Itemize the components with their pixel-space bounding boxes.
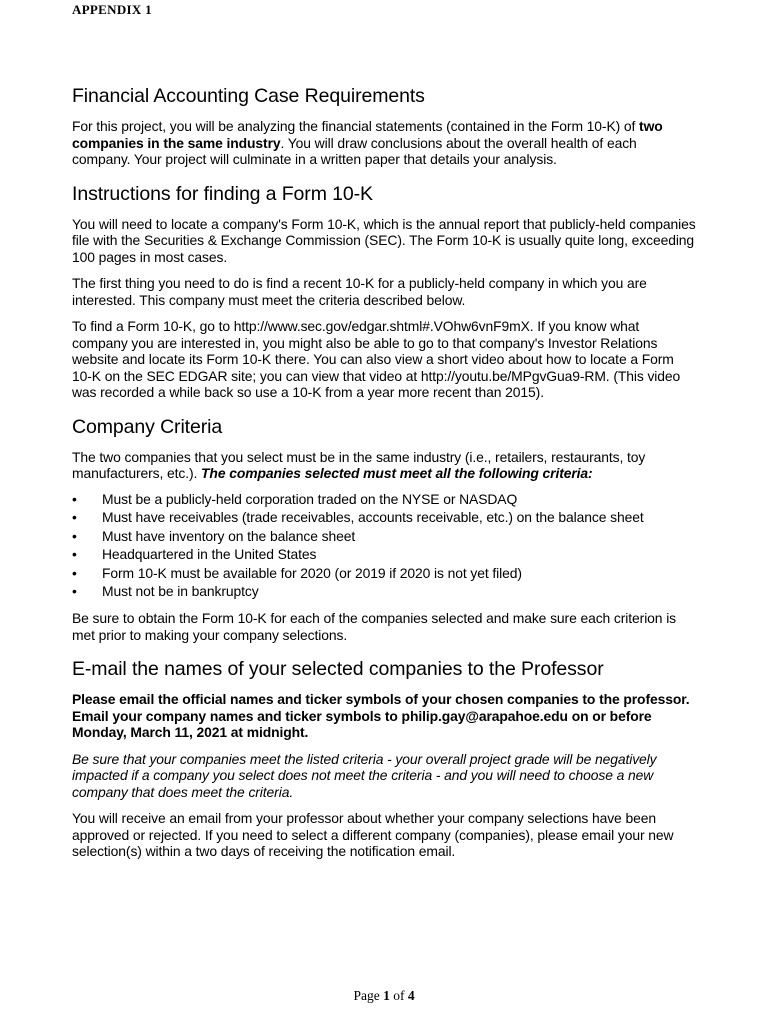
criteria-list — [72, 490, 697, 602]
instructions-paragraph-2: The first thing you need to do is find a recent 10-K for a publicly-held company in which you are interested. This company must meet the criteria described below. — [72, 275, 647, 308]
page-footer: Page 1 of 4 — [353, 988, 415, 1003]
section-heading-email: E-mail the names of your selected companies to the Professor — [72, 658, 604, 681]
list-item: • Form 10-K must be available for 2020 (or 2019 if 2020 is not yet filed) — [72, 564, 522, 581]
section-heading-criteria: Company Criteria — [72, 415, 223, 438]
intro-paragraph: For this project, you will be analyzing the financial statements (contained in the Form 10-K) of two companies in the same industry. You will draw conclusions about the overall health of each company. Your project will culminate in a written paper that details your analysis. — [72, 118, 663, 167]
bullet-icon: • — [72, 564, 77, 581]
list-item: • Headquartered in the United States — [72, 546, 317, 563]
list-item: • Must not be in bankruptcy — [72, 583, 259, 600]
criteria-warning: Be sure that your companies meet the listed criteria - your overall project grade will be negatively impacted if a company you select does not meet the criteria - and you will need to choose a new company that does meet the criteria. — [72, 750, 657, 800]
bullet-icon: • — [72, 490, 77, 507]
emphasis-two-companies: two companies in the same industry — [72, 118, 663, 151]
bullet-icon: • — [72, 546, 77, 563]
list-item: • Must have receivables (trade receivables, accounts receivable, etc.) on the balance sheet — [72, 509, 644, 526]
bullet-icon: • — [72, 527, 77, 544]
bullet-icon: • — [72, 583, 77, 600]
criteria-closing: Be sure to obtain the Form 10-K for each of the companies selected and make sure each criterion is met prior to making your company selections. — [72, 610, 677, 643]
page-number: 1 — [383, 988, 390, 1003]
bullet-icon: • — [72, 509, 77, 526]
criteria-intro: The two companies that you select must be in the same industry (i.e., retailers, restaurants, toy manufacturers, etc.). The companies selected must meet all the following criteria: — [72, 448, 646, 481]
section-heading-instructions: Instructions for finding a Form 10-K — [72, 182, 373, 205]
page-total: 4 — [407, 988, 415, 1003]
list-item: • Must be a publicly-held corporation traded on the NYSE or NASDAQ — [72, 490, 518, 507]
email-instructions: Please email the official names and ticker symbols of your chosen companies to the professor. Email your company names and ticker symbols to philip.gay@arapahoe.edu on or before Monday, March 11, 2021 at midnight. — [72, 691, 690, 741]
appendix-label: APPENDIX 1 — [72, 2, 152, 17]
instructions-paragraph-1: You will need to locate a company's Form 10-K, which is the annual report that publicly-held companies file with the Securities & Exchange Commission (SEC). The Form 10-K is usually quite long, exceeding 100 pages in most cases. — [72, 215, 696, 265]
criteria-emphasis: The companies selected must meet all the following criteria: — [201, 465, 593, 481]
document-body — [72, 84, 697, 860]
instructions-paragraph-3: To find a Form 10-K, go to http://www.sec.gov/edgar.shtml#.VOhw6vnF9mX. If you know what company you are interested in, you might also be able to go to that company's Investor Relations website and locate its Form 10-K there. You can also view a short video about how to locate a Form 10-K on the SEC EDGAR site; you can view that video at http://youtu.be/MPgvGua9-RM. (This video was recorded a while back so use a 10-K from a year more recent than 2015). — [72, 318, 681, 400]
notification-paragraph: You will receive an email from your professor about whether your company selections have been approved or rejected. If you need to select a different company (companies), please email your new selection(s) within a two days of receiving the notification email. — [72, 810, 674, 860]
list-item: • Must have inventory on the balance sheet — [72, 527, 356, 544]
page-title: Financial Accounting Case Requirements — [72, 85, 425, 107]
